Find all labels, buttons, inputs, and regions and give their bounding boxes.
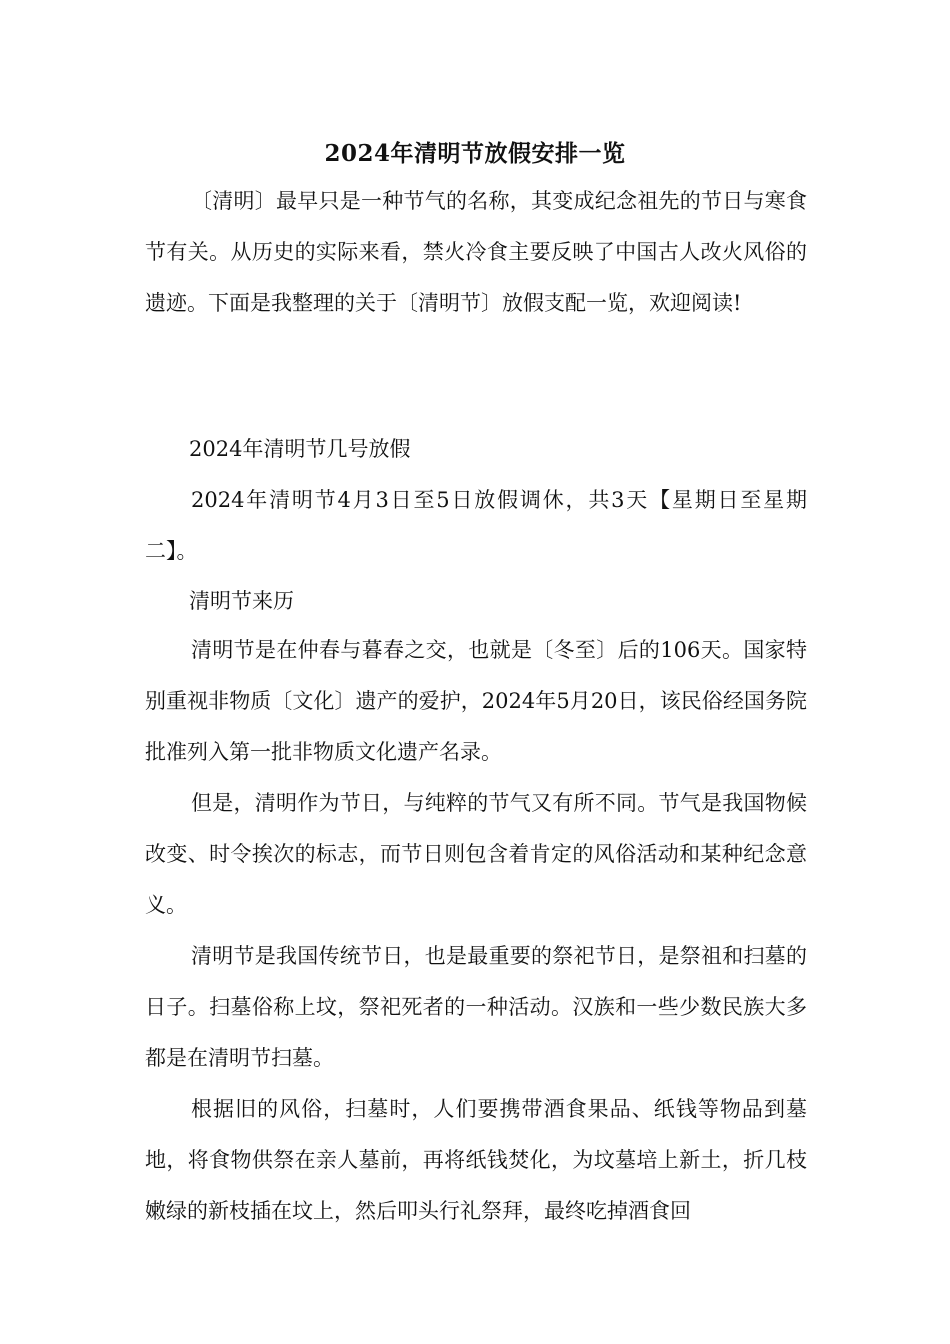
intro-paragraph: 〔清明〕最早只是一种节气的名称，其变成纪念祖先的节日与寒食节有关。从历史的实际来看，禁火冷食主要反映了中国古人改火风俗的遗迹。下面是我整理的关于〔清明节〕放假支配一览，欢迎阅读! bbox=[145, 189, 807, 315]
origin-paragraph-1: 清明节是在仲春与暮春之交，也就是〔冬至〕后的106天。国家特别重视非物质〔文化〕遗产的爱护，2024年5月20日，该民俗经国务院批准列入第一批非物质文化遗产名录。 bbox=[145, 638, 807, 764]
origin-paragraph-4: 根据旧的风俗，扫墓时，人们要携带酒食果品、纸钱等物品到墓地，将食物供祭在亲人墓前，再将纸钱焚化，为坟墓培上新土，折几枝嫩绿的新枝插在坟上，然后叩头行礼祭拜，最终吃掉酒食回 bbox=[145, 1097, 807, 1223]
origin-paragraph-3: 清明节是我国传统节日，也是最重要的祭祀节日，是祭祖和扫墓的日子。扫墓俗称上坟，祭祀死者的一种活动。汉族和一些少数民族大多都是在清明节扫墓。 bbox=[145, 944, 807, 1070]
origin-paragraph-2: 但是，清明作为节日，与纯粹的节气又有所不同。节气是我国物候改变、时令挨次的标志，而节日则包含着肯定的风俗活动和某种纪念意义。 bbox=[145, 791, 807, 917]
document-title: 2024年清明节放假安排一览 bbox=[324, 140, 626, 167]
holiday-dates-paragraph: 2024年清明节4月3日至5日放假调休，共3天【星期日至星期二】。 bbox=[145, 488, 807, 563]
section-heading-holiday-dates: 2024年清明节几号放假 bbox=[189, 437, 411, 461]
section-heading-origin: 清明节来历 bbox=[189, 589, 294, 613]
